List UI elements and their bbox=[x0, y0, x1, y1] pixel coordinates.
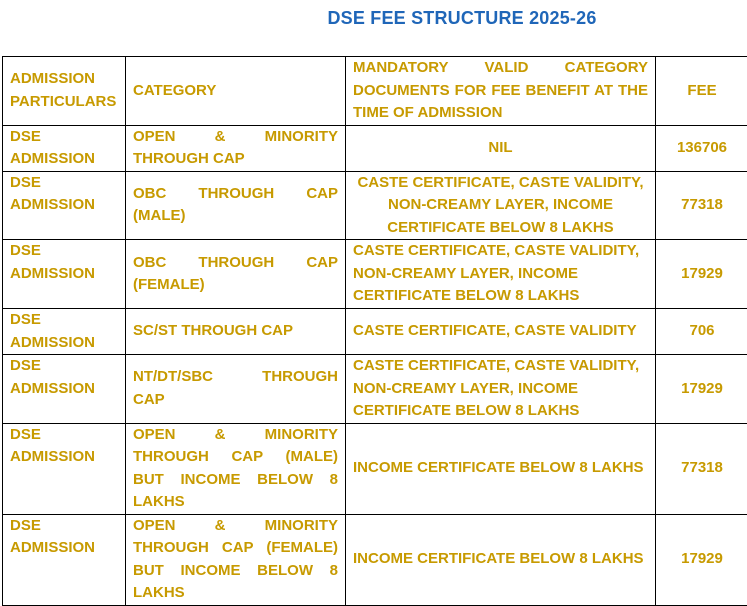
category-line: LAKHS bbox=[133, 582, 338, 605]
fee-cell: 77318 bbox=[656, 171, 747, 240]
documents-cell: NIL bbox=[346, 125, 656, 171]
admission-cell: DSE ADMISSION bbox=[3, 125, 126, 171]
category-line: OBC THROUGH CAP bbox=[133, 252, 338, 275]
admission-cell: DSE ADMISSION bbox=[3, 355, 126, 424]
admission-cell: DSE ADMISSION bbox=[3, 309, 126, 355]
documents-cell: INCOME CERTIFICATE BELOW 8 LAKHS bbox=[346, 423, 656, 514]
category-line: OBC THROUGH CAP bbox=[133, 183, 338, 206]
category-cell bbox=[126, 309, 346, 355]
category-line: BUT INCOME BELOW 8 bbox=[133, 469, 338, 492]
header-admission-particulars: ADMISSION PARTICULARS bbox=[3, 57, 126, 126]
category-cell bbox=[126, 171, 346, 240]
table-row bbox=[3, 309, 747, 355]
category-line: OPEN & MINORITY bbox=[133, 424, 338, 447]
category-cell bbox=[126, 240, 346, 309]
admission-cell: DSE ADMISSION bbox=[3, 240, 126, 309]
fee-cell: 136706 bbox=[656, 125, 747, 171]
fee-cell: 17929 bbox=[656, 514, 747, 605]
documents-cell: CASTE CERTIFICATE, CASTE VALIDITY, NON-CREAMY LAYER, INCOME CERTIFICATE BELOW 8 LAKHS bbox=[346, 171, 656, 240]
admission-cell: DSE ADMISSION bbox=[3, 171, 126, 240]
category-line: THROUGH CAP (MALE) bbox=[133, 446, 338, 469]
category-line: THROUGH CAP (FEMALE) bbox=[133, 537, 338, 560]
table-header-row bbox=[3, 57, 747, 126]
category-line: OPEN & MINORITY bbox=[133, 126, 338, 149]
admission-cell: DSE ADMISSION bbox=[3, 423, 126, 514]
fee-cell: 77318 bbox=[656, 423, 747, 514]
documents-cell: CASTE CERTIFICATE, CASTE VALIDITY bbox=[346, 309, 656, 355]
category-line: BUT INCOME BELOW 8 bbox=[133, 560, 338, 583]
table-row bbox=[3, 355, 747, 424]
category-line: LAKHS bbox=[133, 491, 338, 514]
header-fee: FEE bbox=[656, 57, 747, 126]
category-line: THROUGH CAP bbox=[133, 148, 338, 171]
header-category: CATEGORY bbox=[126, 57, 346, 126]
table-row bbox=[3, 514, 747, 605]
fee-cell: 706 bbox=[656, 309, 747, 355]
category-cell bbox=[126, 355, 346, 424]
documents-cell: INCOME CERTIFICATE BELOW 8 LAKHS bbox=[346, 514, 656, 605]
header-documents: MANDATORY VALID CATEGORY DOCUMENTS FOR FEE BENEFIT AT THE TIME OF ADMISSION bbox=[346, 57, 656, 126]
category-line: OPEN & MINORITY bbox=[133, 515, 338, 538]
admission-cell: DSE ADMISSION bbox=[3, 514, 126, 605]
category-line: (MALE) bbox=[133, 205, 338, 228]
table-row bbox=[3, 125, 747, 171]
table-row bbox=[3, 171, 747, 240]
page-title: DSE FEE STRUCTURE 2025-26 bbox=[0, 8, 747, 29]
category-cell bbox=[126, 125, 346, 171]
table-row bbox=[3, 240, 747, 309]
fee-cell: 17929 bbox=[656, 355, 747, 424]
documents-cell: CASTE CERTIFICATE, CASTE VALIDITY, NON-CREAMY LAYER, INCOME CERTIFICATE BELOW 8 LAKHS bbox=[346, 240, 656, 309]
category-cell bbox=[126, 514, 346, 605]
documents-cell: CASTE CERTIFICATE, CASTE VALIDITY, NON-CREAMY LAYER, INCOME CERTIFICATE BELOW 8 LAKHS bbox=[346, 355, 656, 424]
category-cell bbox=[126, 423, 346, 514]
fee-structure-table bbox=[2, 56, 747, 606]
category-line: CAP bbox=[133, 389, 338, 412]
category-line: SC/ST THROUGH CAP bbox=[133, 320, 338, 343]
category-line: NT/DT/SBC THROUGH bbox=[133, 366, 338, 389]
category-line: (FEMALE) bbox=[133, 274, 338, 297]
table-row bbox=[3, 423, 747, 514]
fee-cell: 17929 bbox=[656, 240, 747, 309]
